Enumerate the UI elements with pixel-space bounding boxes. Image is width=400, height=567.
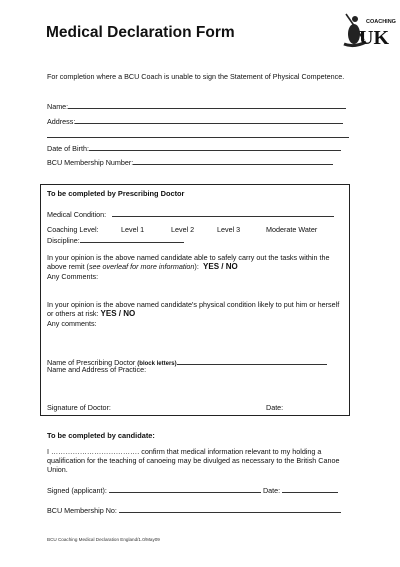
doctor-name-label: Name of Prescribing Doctor (47, 358, 136, 367)
signed-label: Signed (applicant): (47, 486, 107, 495)
any-comments-1: Any Comments: (47, 272, 99, 281)
candidate-date-label: Date: (262, 486, 281, 495)
q2-yes-option[interactable]: YES (100, 309, 117, 319)
address-field[interactable] (47, 116, 350, 126)
practice-address-label: Name and Address of Practice: (47, 365, 147, 374)
dob-label: Date of Birth: (47, 144, 89, 153)
coaching-level-label: Coaching Level: (47, 225, 99, 234)
doctor-section-heading: To be completed by Prescribing Doctor (47, 189, 185, 198)
discipline-field[interactable] (47, 235, 350, 245)
membership-field[interactable] (47, 157, 350, 167)
svg-text:UK: UK (359, 27, 389, 49)
q2-no-option[interactable]: NO (123, 309, 136, 319)
level-3-option[interactable]: Level 3 (217, 225, 241, 234)
doctor-signature-label[interactable]: Signature of Doctor: (47, 403, 111, 412)
candidate-name-blank[interactable]: I ……………………………… (47, 447, 138, 456)
candidate-membership-label: BCU Membership No: (47, 506, 117, 515)
page-title: Medical Declaration Form (46, 24, 235, 41)
name-label: Name: (47, 102, 69, 111)
discipline-label: Discipline: (47, 236, 80, 245)
address-label: Address: (47, 117, 76, 126)
q1-no-option[interactable]: NO (225, 262, 238, 272)
dob-field[interactable] (47, 143, 350, 153)
moderate-water-option[interactable]: Moderate Water (266, 225, 318, 234)
level-2-option[interactable]: Level 2 (171, 225, 195, 234)
question-1: In your opinion is the above named candidate able to safely carry out the tasks within the above remit (see overleaf for more information): YES / NO (47, 253, 330, 272)
paddler-icon (340, 10, 396, 50)
level-1-option[interactable]: Level 1 (121, 225, 145, 234)
footer-reference: BCU Coaching Medical Declaration England/1.0/May09 (47, 537, 160, 542)
candidate-membership-field[interactable] (47, 505, 350, 515)
name-field[interactable] (47, 101, 350, 111)
candidate-section-heading: To be completed by candidate: (47, 431, 155, 440)
question-2: In your opinion is the above named candidate's physical condition likely to put him or herself or others at risk: YES / NO (47, 300, 340, 319)
applicant-signature-field[interactable] (47, 485, 350, 495)
doctor-date-label[interactable]: Date: (266, 403, 284, 412)
any-comments-2: Any comments: (47, 319, 97, 328)
q1-yes-option[interactable]: YES (203, 262, 220, 272)
intro-text: For completion where a BCU Coach is unable to sign the Statement of Physical Competence. (47, 72, 345, 81)
membership-label: BCU Membership Number: (47, 158, 134, 167)
medical-condition-label: Medical Condition: (47, 210, 107, 219)
medical-condition-field[interactable] (47, 209, 350, 219)
coaching-level-row (47, 225, 347, 234)
candidate-statement: I ………………………………. confirm that medical information relevant to my holding a qualification for the teaching of canoeing may be divulged as necessary to the British Canoe Union. (47, 447, 340, 475)
block-letters-note: (block letters) (137, 361, 177, 367)
svg-text:COACHING: COACHING (366, 19, 396, 25)
coaching-uk-logo (340, 10, 396, 50)
address-line-2[interactable] (47, 130, 350, 140)
